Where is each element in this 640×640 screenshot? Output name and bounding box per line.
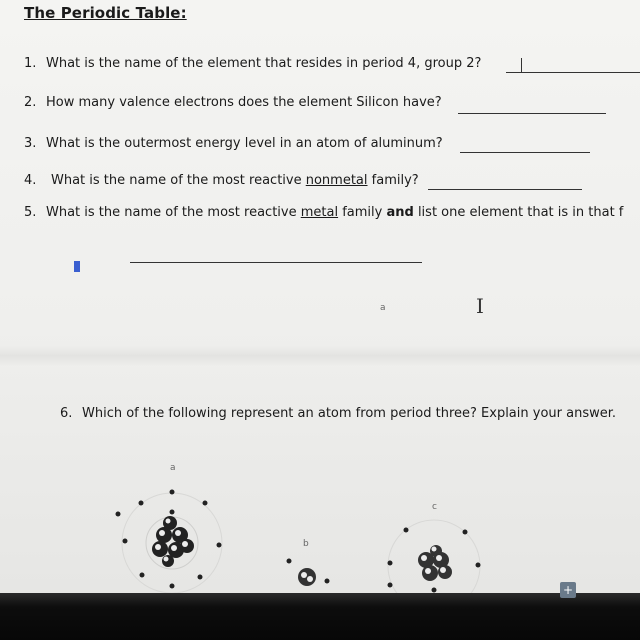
atom-diagram-c[interactable]: [388, 520, 481, 595]
stray-label: a: [380, 303, 386, 313]
diagram-label-c: c: [432, 502, 437, 512]
question-2: 2. How many valence electrons does the element Silicon have?: [24, 95, 442, 110]
diagram-label-a: a: [170, 463, 176, 473]
ibeam-cursor-icon: I: [476, 294, 484, 318]
text-cursor: [521, 58, 522, 72]
question-1: 1. What is the name of the element that resides in period 4, group 2?: [24, 56, 482, 71]
answer-line-2[interactable]: [458, 113, 606, 114]
answer-line-1[interactable]: [506, 72, 640, 73]
answer-line-3[interactable]: [460, 152, 590, 153]
answer-line-5[interactable]: [130, 262, 422, 263]
monitor-bezel: [0, 593, 640, 640]
answer-line-4[interactable]: [428, 189, 582, 190]
question-6: 6. Which of the following represent an atom from period three? Explain your answer.: [60, 406, 617, 421]
question-4: 4. What is the name of the most reactive nonmetal family?: [24, 173, 419, 188]
bookmark-marker: [74, 261, 80, 272]
question-3: 3. What is the outermost energy level in an atom of aluminum?: [24, 136, 443, 151]
question-5: 5. What is the name of the most reactive metal family and list one element that is in that f: [24, 205, 624, 220]
atom-diagram-a[interactable]: [116, 490, 223, 594]
atom-diagram-b[interactable]: [287, 559, 330, 587]
diagram-label-b: b: [303, 539, 309, 549]
page-title: The Periodic Table:: [24, 4, 187, 22]
atom-diagrams: [0, 455, 640, 595]
page-break: [0, 345, 640, 367]
plus-icon[interactable]: +: [560, 582, 576, 598]
